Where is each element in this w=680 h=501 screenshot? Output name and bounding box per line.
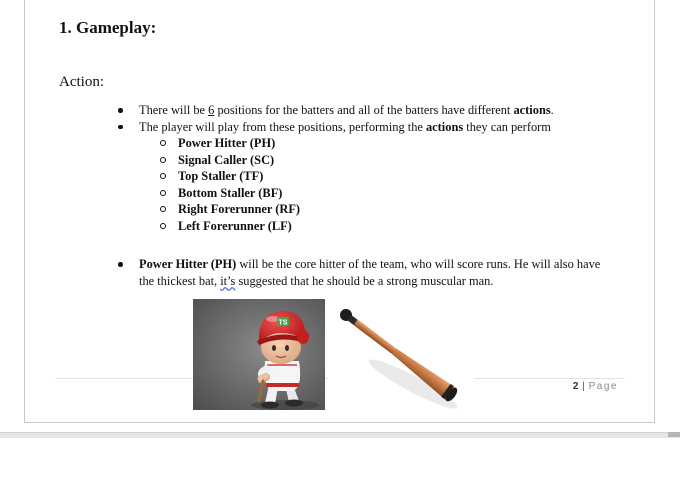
spellcheck-flagged-word[interactable]: it’s (220, 273, 236, 288)
position-item: Top Staller (TF) (139, 168, 554, 185)
hollow-bullet-icon (160, 140, 166, 146)
position-item: Signal Caller (SC) (139, 152, 554, 169)
svg-text:TS: TS (278, 319, 288, 327)
positions-sublist (139, 135, 554, 234)
positions-number: 6 (208, 103, 215, 117)
position-item: Right Forerunner (RF) (139, 201, 554, 218)
baseball-bat-image[interactable] (328, 299, 474, 410)
baseball-player-image[interactable] (193, 299, 325, 410)
hollow-bullet-icon (160, 173, 166, 179)
power-hitter-description: Power Hitter (PH) will be the core hitter of the team, who will score runs. He will also have the thickest bat, it’s suggested that he should be a strong muscular man. (105, 256, 605, 289)
baseball-player-illustration (193, 299, 325, 410)
bullet-icon (118, 262, 123, 267)
subsection-heading: Action: (59, 74, 104, 90)
hollow-bullet-icon (160, 190, 166, 196)
action-bullet-list (105, 102, 554, 234)
document-page[interactable] (24, 0, 655, 423)
bullet-icon (118, 125, 123, 130)
hollow-bullet-icon (160, 157, 166, 163)
hollow-bullet-icon (160, 223, 166, 229)
section-heading: 1. Gameplay: (59, 18, 157, 37)
position-item: Power Hitter (PH) (139, 135, 554, 152)
bullet-icon (118, 108, 123, 113)
baseball-bat-icon (328, 299, 474, 410)
bullet-positions-count: There will be 6 positions for the batters and all of the batters have different actions. (105, 102, 554, 119)
position-item: Bottom Staller (BF) (139, 185, 554, 202)
hollow-bullet-icon (160, 206, 166, 212)
power-hitter-bullet (105, 256, 605, 289)
position-item: Left Forerunner (LF) (139, 218, 554, 235)
page-gap-bar (0, 432, 680, 438)
bullet-player-positions: The player will play from these positions, performing the actions they can perform Power Hitter (PH) Signal Caller (SC) Top Staller (TF) Bottom Staller (BF) Right Forerunner (RF) Left Forerunner (LF) (105, 119, 554, 235)
page-number: 2 | Page (572, 381, 618, 392)
